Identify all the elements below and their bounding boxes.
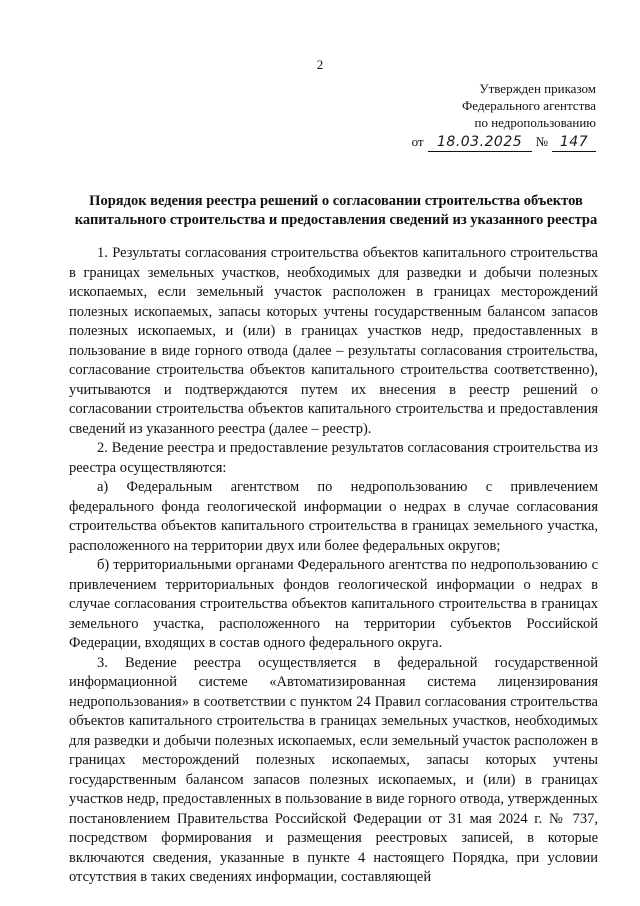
approval-line-3: по недропользованию [474, 115, 596, 130]
approval-date-number [406, 133, 596, 152]
paragraph-2a: а) Федеральным агентством по недропользованию с привлечением федерального фонда геологической информации о недрах в случае согласования строительства объектов капитального строительства в границах земельного участка, расположенного на территории двух или более федеральных округов; [69, 479, 598, 554]
paragraph-3: 3. Ведение реестра осуществляется в федеральной государственной информационной системе «Автоматизированная система лицензирования недропользования» в соответствии с пунктом 24 Правил согласования строительства объектов капитального строительства в границах земельных участков, необходимых для разведки и добычи полезных ископаемых, если земельный участок расположен в границах месторождений полезных ископаемых, запасы которых учтены государственным балансом запасов полезных ископаемых, и (или) в границах участков недр, предоставленных в пользование в виде горного отвода, утвержденных постановлением Правительства Российской Федерации от 31 мая 2024 г. № 737, посредством формирования и размещения реестровых записей, в которые включаются сведения, указанные в пункте 4 настоящего Порядка, при условии отсутствия в таких сведениях информации, составляющей [69, 654, 598, 885]
document-body [69, 244, 598, 888]
approval-line-1: Утвержден приказом [479, 81, 596, 96]
approval-stamp [406, 80, 596, 152]
paragraph-2: 2. Ведение реестра и предоставление результатов согласования строительства из реестра осуществляются: [69, 440, 598, 476]
approval-line-2: Федерального агентства [462, 98, 596, 113]
date-prefix: от [411, 134, 424, 149]
handwritten-date: 18.03.2025 [428, 134, 532, 152]
paragraph-2b: б) территориальными органами Федерального агентства по недропользованию с привлечением территориальных фондов геологической информации о недрах в случае согласования строительства объектов капитального строительства в границах земельного участка, расположенного на территории субъектов Российской Федерации, входящих в состав одного федерального округа. [69, 557, 598, 651]
page-number: 2 [316, 57, 324, 72]
handwritten-number: 147 [552, 134, 596, 152]
document-title: Порядок ведения реестра решений о согласовании строительства объектов капитального строительства и предоставления сведений из указанного реестра [74, 193, 598, 228]
number-prefix: № [535, 134, 548, 149]
paragraph-1: 1. Результаты согласования строительства объектов капитального строительства в границах земельных участков, необходимых для разведки и добычи полезных ископаемых, если земельный участок расположен в границах месторождений полезных ископаемых, запасы которых учтены государственным балансом запасов полезных ископаемых, и (или) в границах участков недр, предоставленных в пользование в виде горного отвода (далее – результаты согласования строительства, согласование строительства объектов капитального строительства соответственно), учитываются и подтверждаются путем их внесения в реестр решений о согласовании строительства объектов капитального строительства и предоставления сведений из указанного реестра (далее – реестр). [69, 245, 598, 437]
